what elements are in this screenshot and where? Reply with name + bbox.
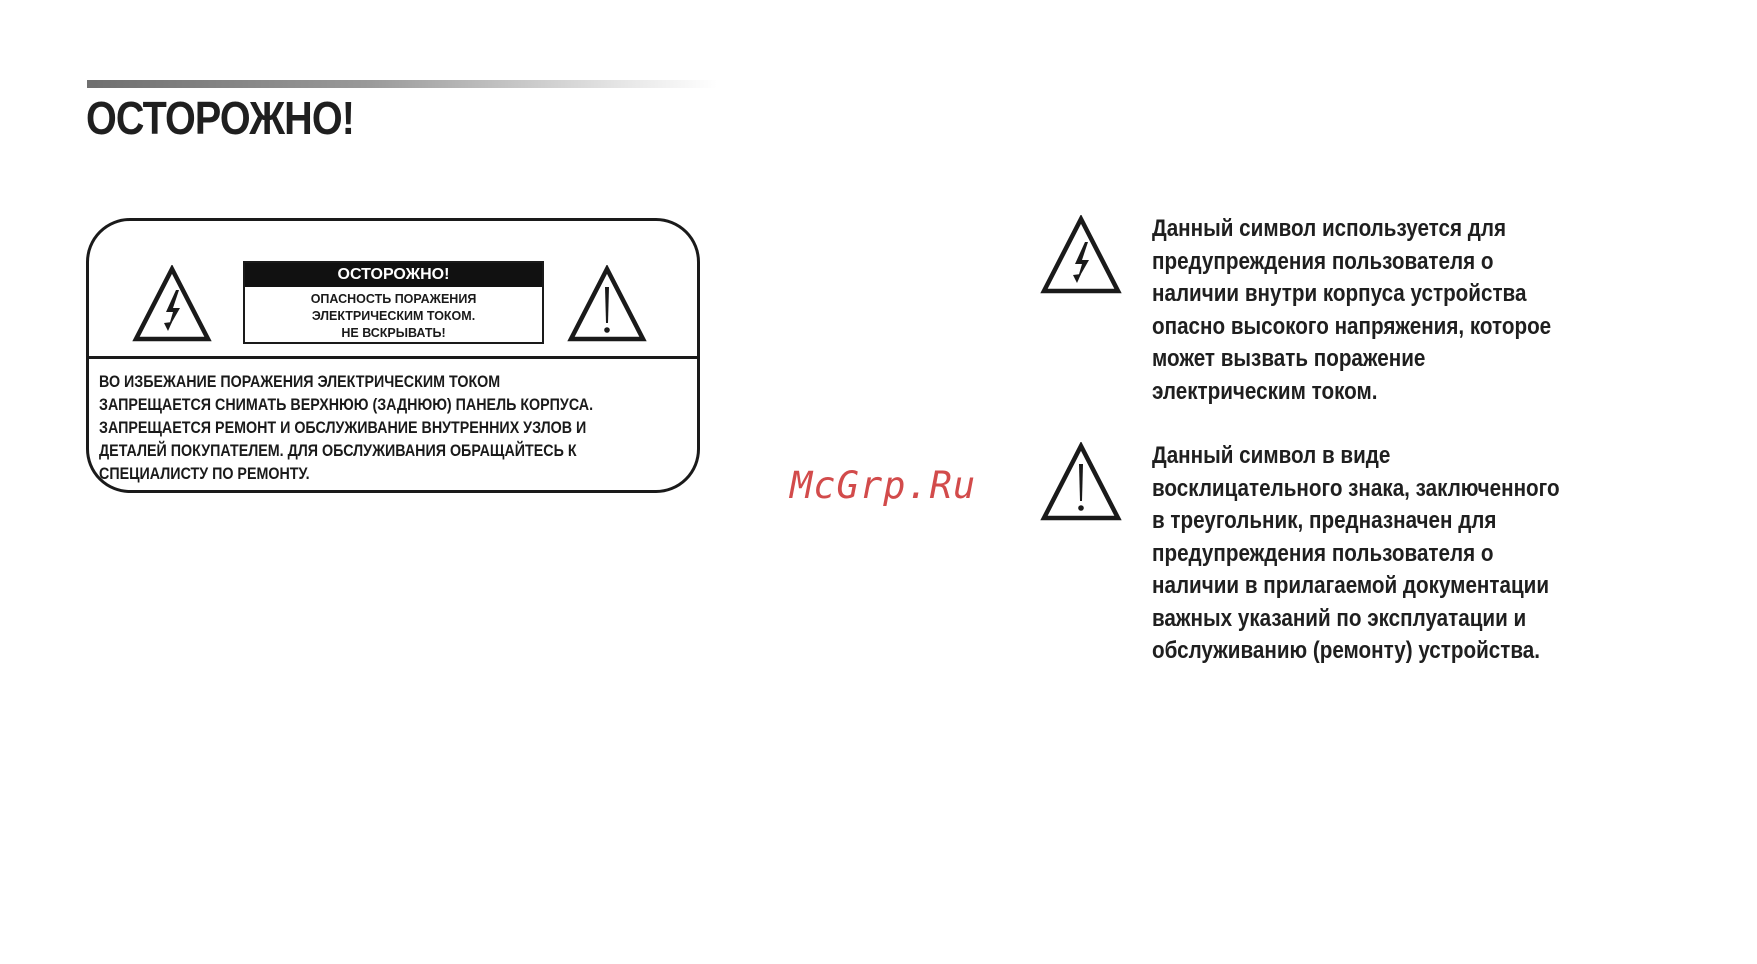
plate-line: НЕ ВСКРЫВАТЬ! <box>341 326 446 340</box>
description-line: важных указаний по эксплуатации и <box>1152 604 1527 632</box>
label-text-line: ВО ИЗБЕЖАНИЕ ПОРАЖЕНИЯ ЭЛЕКТРИЧЕСКИМ ТОКОМ <box>99 372 501 391</box>
description-line: Данный символ в виде <box>1152 442 1391 469</box>
description-line: предупреждения пользователя о <box>1152 539 1494 567</box>
watermark: McGrp.Ru <box>790 464 977 507</box>
lightning-triangle-icon <box>1040 215 1122 295</box>
description-line: Данный символ используется для <box>1152 215 1506 242</box>
title-rule <box>87 80 717 88</box>
plate-warning-lines <box>245 291 542 342</box>
plate-line: ЭЛЕКТРИЧЕСКИМ ТОКОМ. <box>311 309 476 323</box>
description-line: наличии внутри корпуса устройства <box>1152 280 1527 307</box>
caution-label-text <box>99 370 687 485</box>
description-line: предупреждения пользователя о <box>1152 247 1494 275</box>
description-line: восклицательного знака, заключенного <box>1152 474 1560 502</box>
label-text-line: СПЕЦИАЛИСТУ ПО РЕМОНТУ. <box>99 464 310 483</box>
exclamation-triangle-icon <box>567 265 647 343</box>
symbol-description-text <box>1152 213 1634 408</box>
page-title: ОСТОРОЖНО! <box>86 92 355 144</box>
lightning-triangle-icon <box>132 265 212 343</box>
description-line: в треугольник, предназначен для <box>1152 507 1497 534</box>
description-line: наличии в прилагаемой документации <box>1152 572 1550 599</box>
plate-line: ОПАСНОСТЬ ПОРАЖЕНИЯ <box>310 292 477 306</box>
label-text-line: ЗАПРЕЩАЕТСЯ РЕМОНТ И ОБСЛУЖИВАНИЕ ВНУТРЕННИХ УЗЛОВ И <box>99 418 587 437</box>
caution-label-header <box>89 221 697 359</box>
description-line: может вызвать поражение <box>1152 345 1426 372</box>
exclamation-triangle-icon <box>1040 442 1122 522</box>
caution-label <box>86 218 700 493</box>
description-line: электрическим током. <box>1152 377 1378 405</box>
caution-plate <box>243 261 544 344</box>
description-line: обслуживанию (ремонту) устройства. <box>1152 637 1541 664</box>
plate-header: ОСТОРОЖНО! <box>245 263 542 287</box>
label-text-line: ЗАПРЕЩАЕТСЯ СНИМАТЬ ВЕРХНЮЮ (ЗАДНЮЮ) ПАНЕЛЬ КОРПУСА. <box>99 395 594 414</box>
description-line: опасно высокого напряжения, которое <box>1152 312 1552 340</box>
label-text-line: ДЕТАЛЕЙ ПОКУПАТЕЛЕМ. ДЛЯ ОБСЛУЖИВАНИЯ ОБРАЩАЙТЕСЬ К <box>99 441 577 460</box>
symbol-description-text <box>1152 440 1634 668</box>
